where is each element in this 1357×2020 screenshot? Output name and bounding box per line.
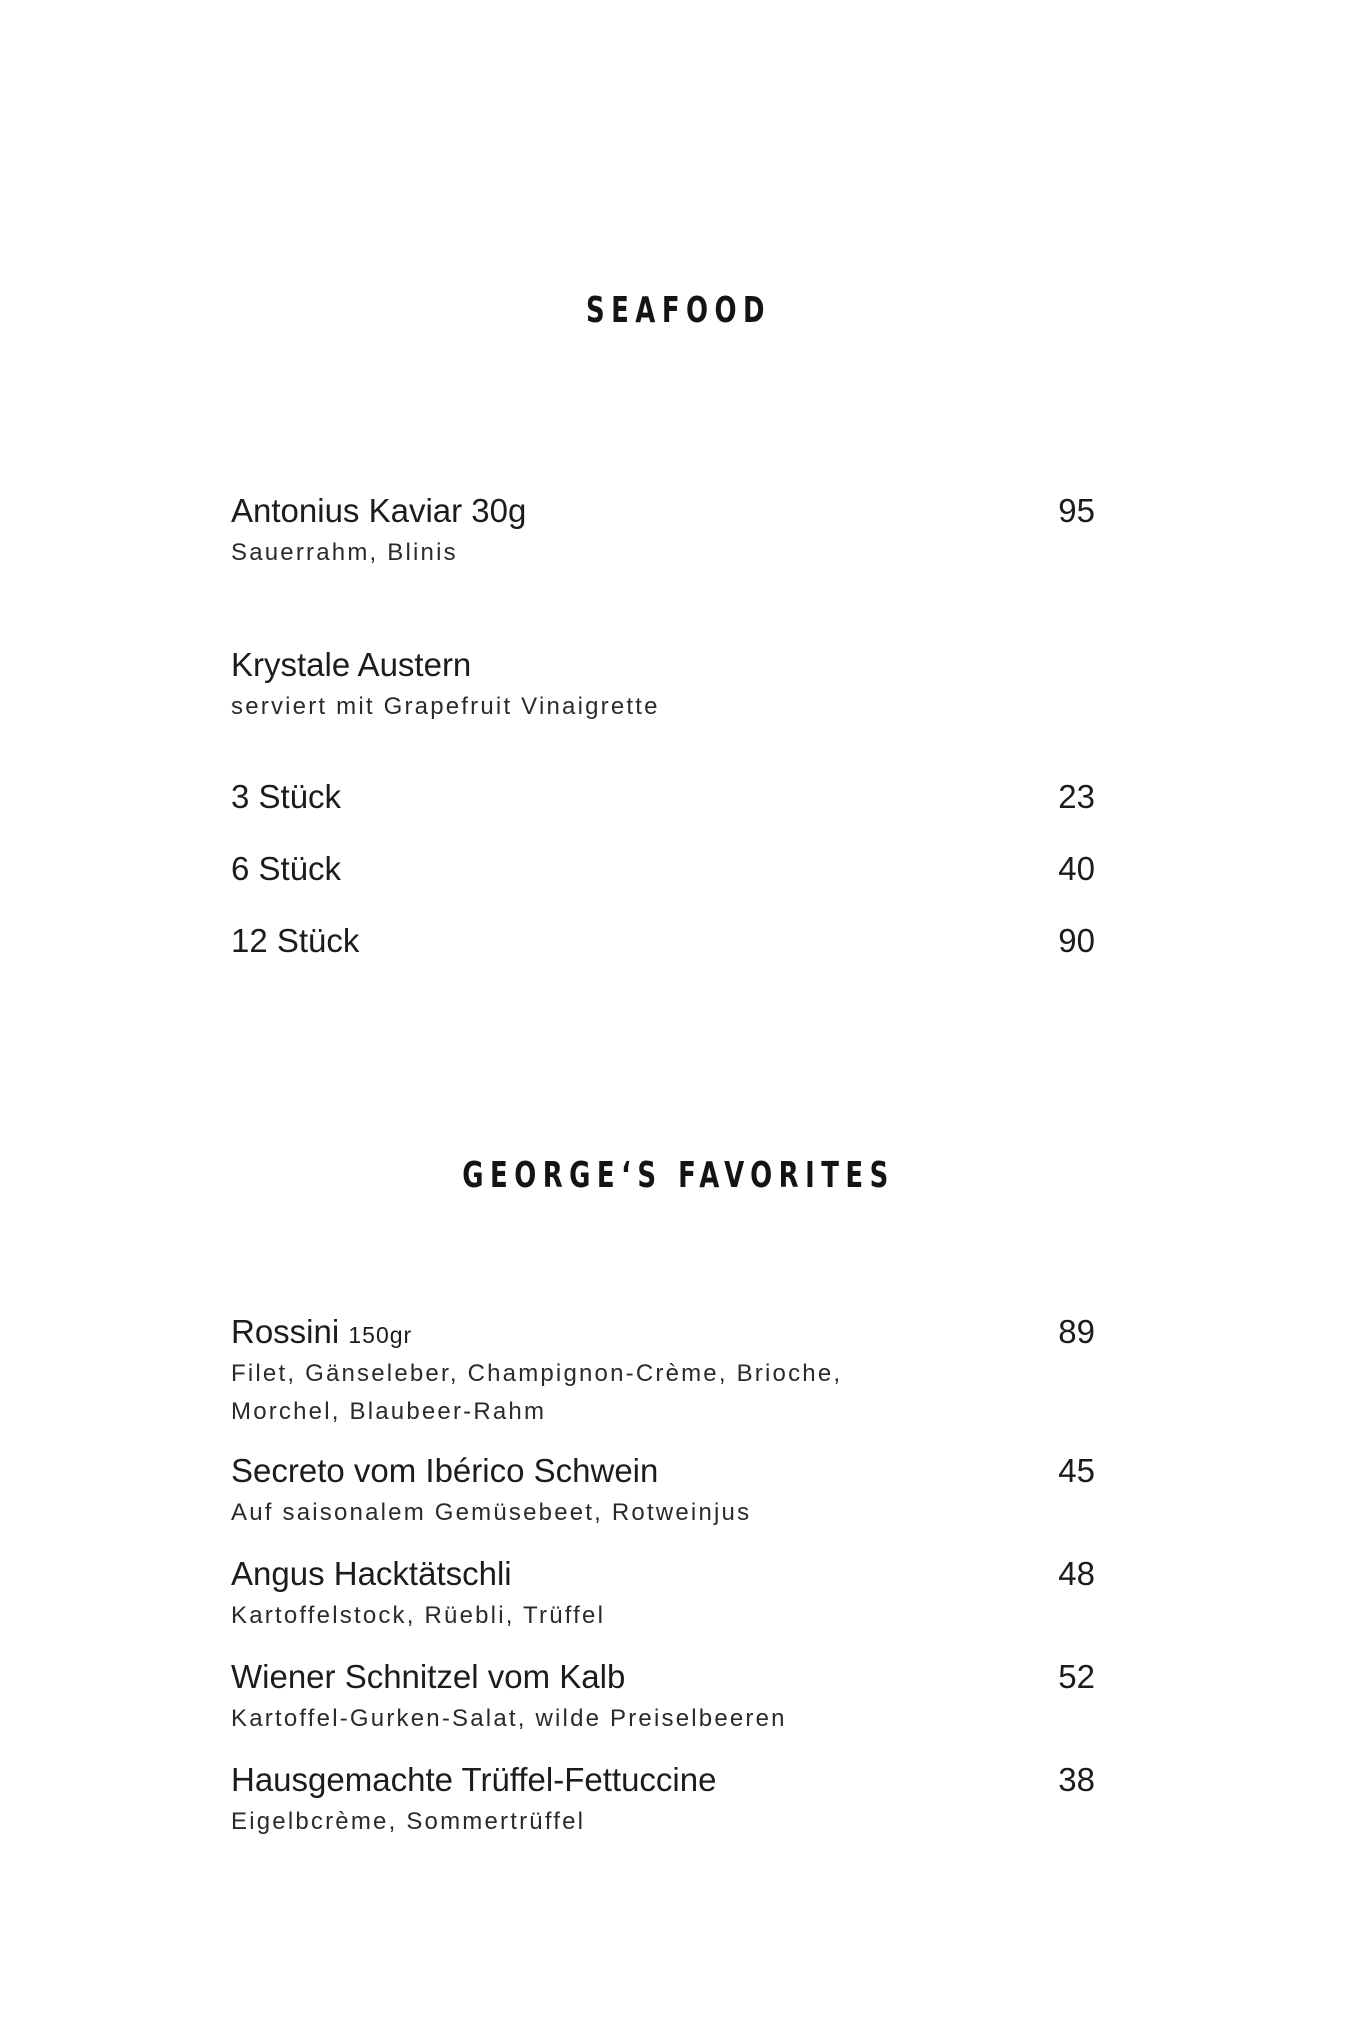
item-price: 40 xyxy=(1058,850,1095,887)
item-name: Rossini xyxy=(231,1313,340,1350)
section-title-favorites: GEORGE‘S FAVORITES xyxy=(462,1155,895,1196)
item-name: Wiener Schnitzel vom Kalb xyxy=(231,1658,626,1695)
menu-item-fettuccine xyxy=(231,1761,1095,1841)
section-title-seafood: SEAFOOD xyxy=(585,290,772,331)
item-name: Antonius Kaviar 30g xyxy=(231,492,527,529)
item-description: Kartoffel-Gurken-Salat, wilde Preiselbeeren xyxy=(231,1705,787,1732)
item-price: 95 xyxy=(1058,492,1095,529)
item-description: Eigelbcrème, Sommertrüffel xyxy=(231,1808,586,1835)
item-name: Krystale Austern xyxy=(231,646,472,683)
item-name: Angus Hacktätschli xyxy=(231,1555,512,1592)
item-price: 90 xyxy=(1058,922,1095,959)
item-description: Sauerrahm, Blinis xyxy=(231,539,458,566)
item-price: 23 xyxy=(1058,778,1095,815)
item-name: 3 Stück xyxy=(231,778,342,815)
menu-item-hacktaetschli xyxy=(231,1555,1095,1635)
menu-item-kaviar xyxy=(231,492,1095,572)
item-name: Hausgemachte Trüffel-Fettuccine xyxy=(231,1761,717,1798)
item-price: 48 xyxy=(1058,1555,1095,1592)
item-price: 89 xyxy=(1058,1313,1095,1350)
item-name-wrapper xyxy=(231,1313,412,1351)
item-name: 6 Stück xyxy=(231,850,342,887)
item-price: 45 xyxy=(1058,1452,1095,1489)
menu-item-austern-6 xyxy=(231,850,1095,888)
item-price: 38 xyxy=(1058,1761,1095,1798)
item-name: 12 Stück xyxy=(231,922,360,959)
menu-item-secreto xyxy=(231,1452,1095,1532)
item-description: Auf saisonalem Gemüsebeet, Rotweinjus xyxy=(231,1499,752,1526)
menu-item-austern-12 xyxy=(231,922,1095,960)
menu-item-rossini xyxy=(231,1313,1095,1431)
item-description: serviert mit Grapefruit Vinaigrette xyxy=(231,693,660,720)
menu-item-austern xyxy=(231,646,1095,726)
menu-item-schnitzel xyxy=(231,1658,1095,1738)
menu-item-austern-3 xyxy=(231,778,1095,816)
item-name: Secreto vom Ibérico Schwein xyxy=(231,1452,659,1489)
item-description: Filet, Gänseleber, Champignon-Crème, Brioche, xyxy=(231,1360,843,1387)
item-description: Kartoffelstock, Rüebli, Trüffel xyxy=(231,1602,606,1629)
item-quantity: 150gr xyxy=(348,1322,413,1348)
item-description: Morchel, Blaubeer-Rahm xyxy=(231,1398,547,1425)
item-price: 52 xyxy=(1058,1658,1095,1695)
